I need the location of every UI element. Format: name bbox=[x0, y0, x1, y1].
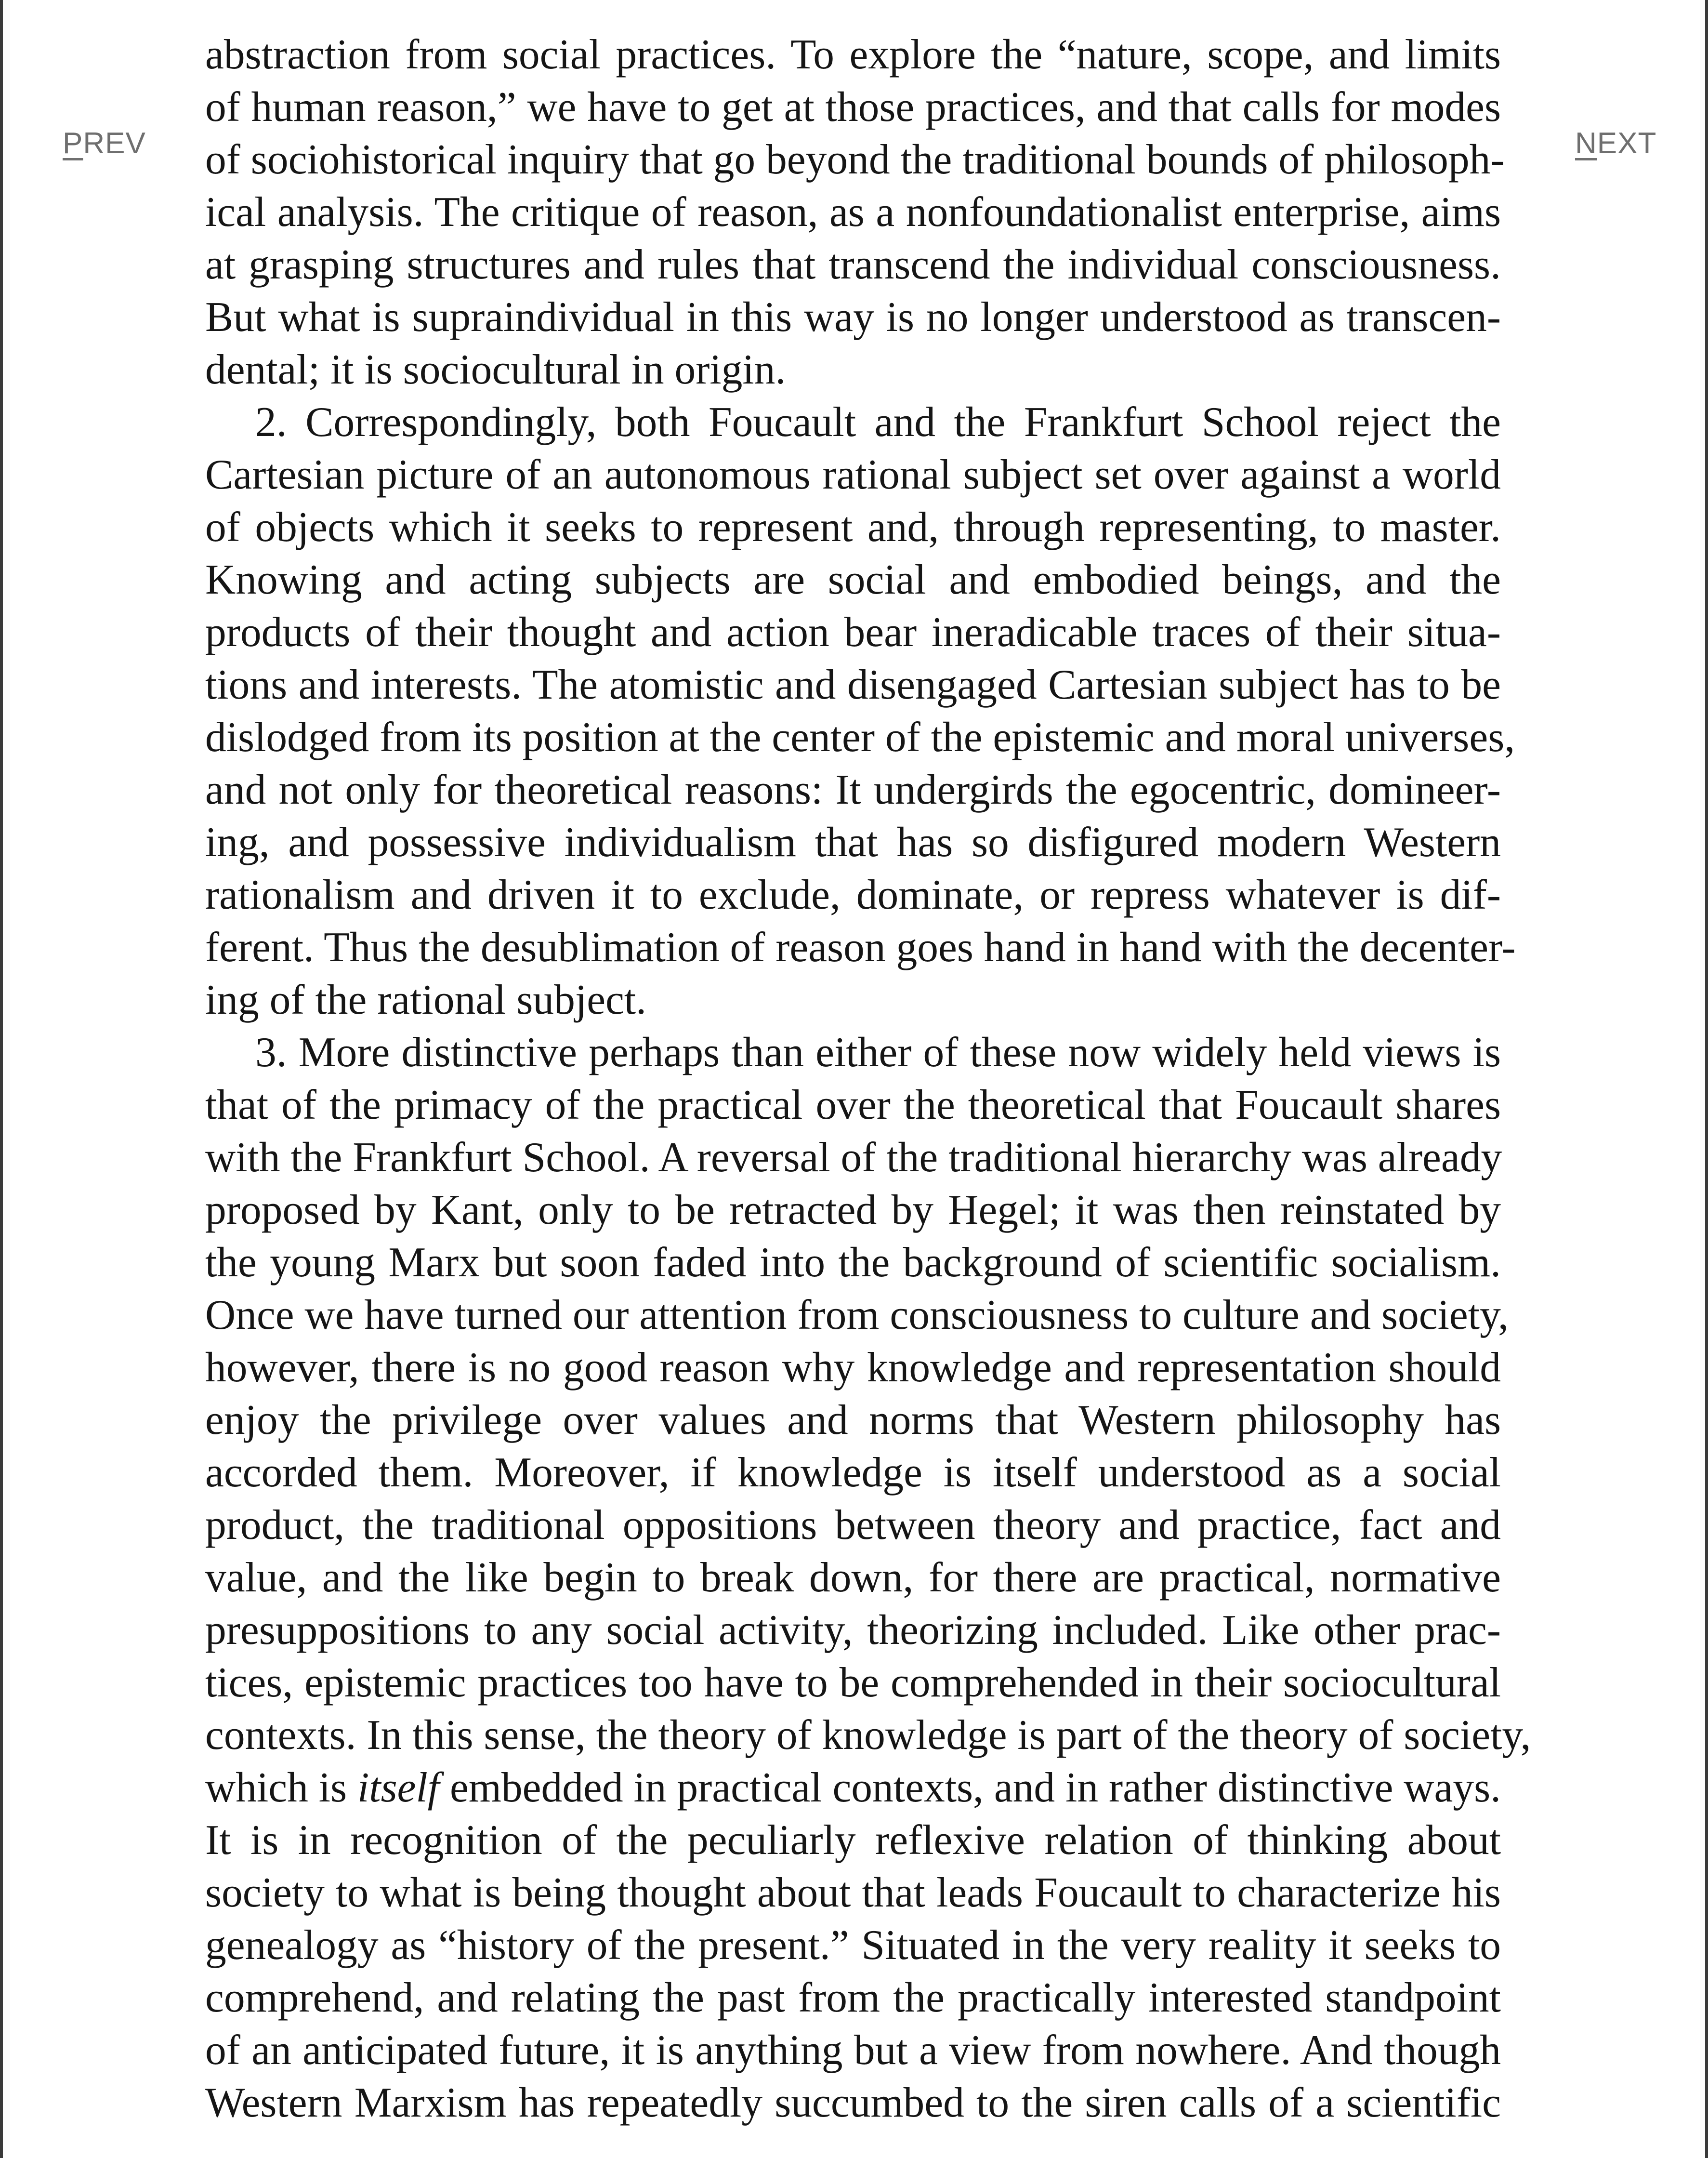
text-line: of an anticipated future, it is anything but a view from nowhere. And though bbox=[205, 2026, 1501, 2073]
text-line: Western Marxism has repeatedly succumbed to the siren calls of a scientific bbox=[205, 2079, 1501, 2126]
next-label-rest: EXT bbox=[1597, 127, 1657, 160]
text-line: tions and interests. The atomistic and disengaged Cartesian subject has to be bbox=[205, 661, 1501, 708]
paragraph-1 bbox=[205, 28, 1505, 396]
text-line: 3. More distinctive perhaps than either of these now widely held views is bbox=[255, 1029, 1501, 1075]
next-access-key: N bbox=[1575, 127, 1597, 160]
text-line: ing of the rational subject. bbox=[205, 976, 647, 1023]
text-line: accorded them. Moreover, if knowledge is itself understood as a social bbox=[205, 1449, 1501, 1496]
text-line: dislodged from its position at the center of the epistemic and moral universes, bbox=[205, 714, 1515, 760]
text-line: of human reason,” we have to get at those practices, and that calls for modes bbox=[205, 83, 1501, 130]
page-body bbox=[205, 28, 1531, 2129]
text-line: ing, and possessive individualism that has so disfigured modern Western bbox=[205, 819, 1501, 865]
text-line: products of their thought and action bear ineradicable traces of their situa- bbox=[205, 609, 1501, 655]
text-line: 2. Correspondingly, both Foucault and the Frankfurt School reject the bbox=[255, 398, 1501, 445]
text-line: the young Marx but soon faded into the background of scientific socialism. bbox=[205, 1239, 1501, 1285]
paragraph-2 bbox=[205, 396, 1516, 1026]
text-line: ical analysis. The critique of reason, as a nonfoundationalist enterprise, aims bbox=[205, 188, 1501, 235]
text-line: genealogy as “history of the present.” Situated in the very reality it seeks to bbox=[205, 1921, 1501, 1968]
text-line: Cartesian picture of an autonomous rational subject set over against a world bbox=[205, 451, 1501, 498]
text-line: that of the primacy of the practical over the theoretical that Foucault shares bbox=[205, 1081, 1501, 1128]
text-line: at grasping structures and rules that transcend the individual consciousness. bbox=[205, 241, 1501, 288]
next-page-link[interactable] bbox=[1575, 126, 1656, 160]
prev-access-key: P bbox=[63, 127, 83, 160]
text-line: tices, epistemic practices too have to be comprehended in their sociocultural bbox=[205, 1659, 1501, 1706]
text-line: presuppositions to any social activity, theorizing included. Like other prac- bbox=[205, 1606, 1501, 1653]
text-line: Once we have turned our attention from consciousness to culture and society, bbox=[205, 1291, 1509, 1338]
text-line: Knowing and acting subjects are social and embodied beings, and the bbox=[205, 556, 1501, 603]
text-line-with-emphasis bbox=[205, 1761, 1501, 1814]
text-line: with the Frankfurt School. A reversal of the traditional hierarchy was already bbox=[205, 1134, 1502, 1180]
text-line: product, the traditional oppositions between theory and practice, fact and bbox=[205, 1501, 1501, 1548]
prev-label-rest: REV bbox=[83, 127, 146, 160]
text-line: and not only for theoretical reasons: It undergirds the egocentric, domineer- bbox=[205, 766, 1501, 813]
prev-page-link[interactable] bbox=[63, 126, 146, 160]
text-line: But what is supraindividual in this way is no longer understood as transcen- bbox=[205, 293, 1501, 340]
text-line: abstraction from social practices. To explore the “nature, scope, and limits bbox=[205, 31, 1501, 78]
text-line: ferent. Thus the desublimation of reason goes hand in hand with the decenter- bbox=[205, 924, 1516, 970]
text-segment: embedded in practical contexts, and in rather distinctive ways. bbox=[439, 1764, 1501, 1811]
text-line: of objects which it seeks to represent and, through representing, to master. bbox=[205, 503, 1501, 550]
text-line: of sociohistorical inquiry that go beyond the traditional bounds of philosoph- bbox=[205, 136, 1505, 183]
text-line: proposed by Kant, only to be retracted by Hegel; it was then reinstated by bbox=[205, 1186, 1501, 1233]
emphasis-itself: itself bbox=[357, 1764, 440, 1811]
text-line: enjoy the privilege over values and norms that Western philosophy has bbox=[205, 1396, 1501, 1443]
text-line: It is in recognition of the peculiarly reflexive relation of thinking about bbox=[205, 1816, 1501, 1863]
text-line: comprehend, and relating the past from the practically interested standpoint bbox=[205, 1974, 1501, 2021]
text-line: dental; it is sociocultural in origin. bbox=[205, 346, 786, 393]
text-line: however, there is no good reason why knowledge and representation should bbox=[205, 1344, 1501, 1390]
text-line: value, and the like begin to break down, for there are practical, normative bbox=[205, 1554, 1501, 1601]
paragraph-3 bbox=[205, 1026, 1531, 2129]
text-segment: which is bbox=[205, 1764, 357, 1811]
text-line: society to what is being thought about that leads Foucault to characterize his bbox=[205, 1869, 1501, 1916]
text-line: rationalism and driven it to exclude, dominate, or repress whatever is dif- bbox=[205, 871, 1501, 918]
text-line: contexts. In this sense, the theory of knowledge is part of the theory of society, bbox=[205, 1711, 1531, 1758]
